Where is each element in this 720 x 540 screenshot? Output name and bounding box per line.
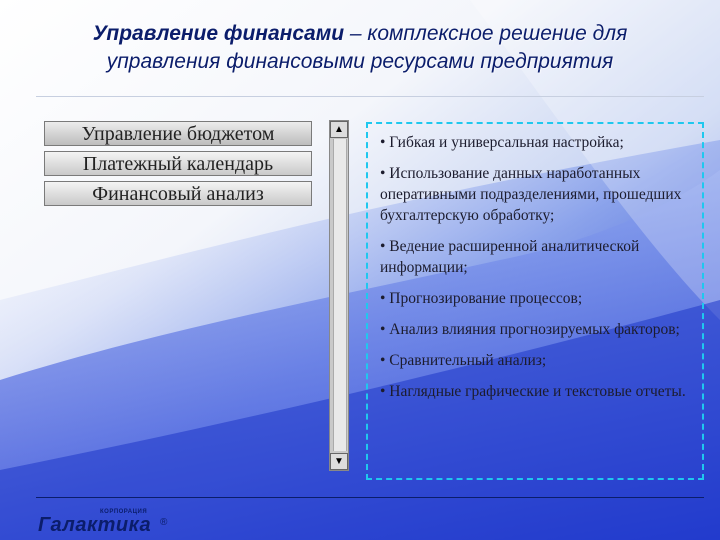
- scrollbar[interactable]: [329, 120, 349, 471]
- menu-button-payment-calendar[interactable]: Платежный календарь: [44, 151, 312, 176]
- footer-divider: [36, 497, 704, 498]
- title-part2: – комплексное решение для: [344, 22, 628, 45]
- title-line2: управления финансовыми ресурсами предприятия: [106, 50, 614, 73]
- logo-caption: КОРПОРАЦИЯ: [100, 509, 148, 515]
- scroll-down-button[interactable]: ▼: [330, 453, 348, 470]
- features-panel: [366, 122, 704, 480]
- company-logo: Галактика: [38, 514, 152, 536]
- menu-button-budget[interactable]: Управление бюджетом: [44, 121, 312, 146]
- scroll-up-button[interactable]: ▲: [330, 121, 348, 138]
- scroll-track[interactable]: [333, 139, 347, 451]
- feature-item: • Анализ влияния прогнозируемых факторов;: [380, 321, 680, 338]
- title-divider: [36, 96, 704, 97]
- title-part1: Управление финансами: [92, 22, 345, 45]
- feature-item: • Прогнозирование процессов;: [380, 290, 583, 307]
- registered-mark: ®: [160, 517, 168, 528]
- feature-item: • Наглядные графические и текстовые отчеты.: [380, 383, 686, 400]
- features-list: [380, 132, 700, 402]
- feature-item: • Сравнительный анализ;: [380, 352, 547, 369]
- page-title: [20, 20, 700, 76]
- menu-button-financial-analysis[interactable]: Финансовый анализ: [44, 181, 312, 206]
- feature-item: • Использование данных наработанных оперативными подразделениями, прошедших бухгалтерскую обработку;: [380, 165, 682, 224]
- feature-item: • Гибкая и универсальная настройка;: [380, 134, 624, 151]
- feature-item: • Ведение расширенной аналитической информации;: [380, 238, 640, 276]
